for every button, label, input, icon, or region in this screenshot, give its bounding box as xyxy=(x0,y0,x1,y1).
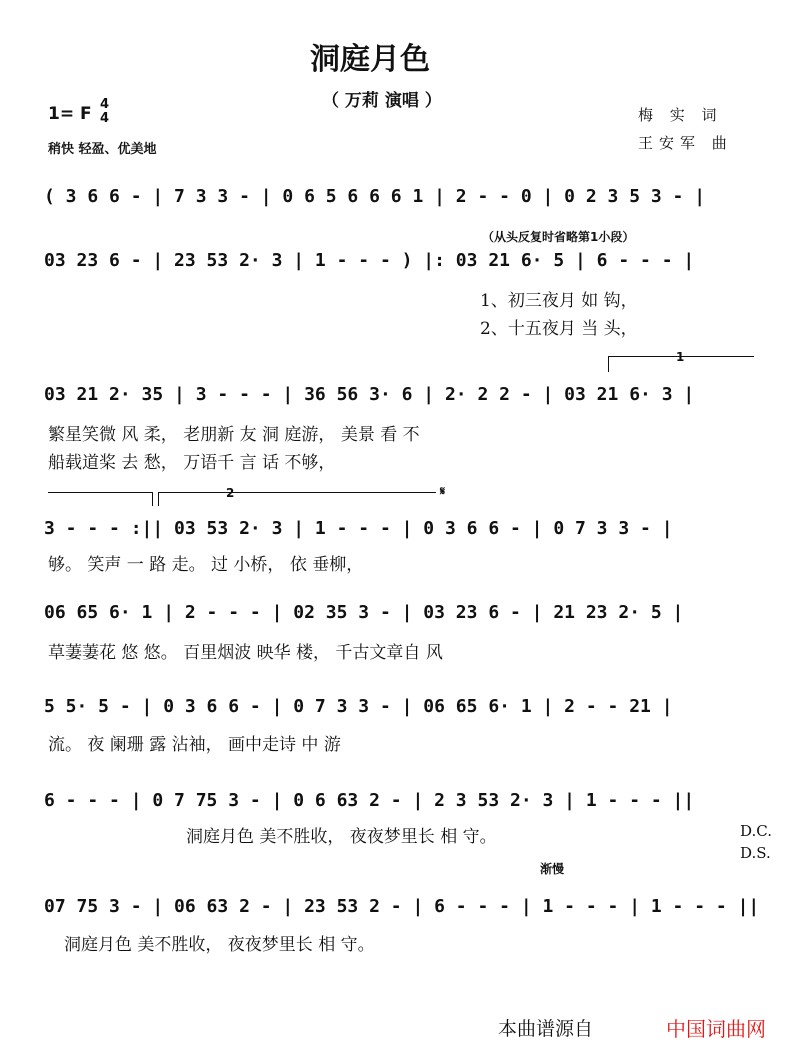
score-row-3: 03 21 2· 35 | 3 - - - | 36 56 3· 6 | 2· 2 2 - | 03 21 6· 3 | xyxy=(44,384,695,405)
page-title: 洞庭月色 xyxy=(310,42,430,77)
score-row-2: 03 23 6 - | 23 53 2· 3 | 1 - - - ) |: 03 21 6· 5 | 6 - - - | xyxy=(44,250,695,271)
dc-marking: D.C. xyxy=(740,822,772,840)
lyric-row-4: 够。 笑声 一 路 走。 过 小桥， 依 垂柳， xyxy=(48,555,364,575)
key-signature: 1= F xyxy=(48,104,92,124)
tempo-marking: 稍快 轻盈、优美地 xyxy=(48,142,157,157)
lyric-row-5: 草萋萋花 悠 悠。 百里烟波 映华 楼， 千古文章自 风 xyxy=(48,643,443,663)
time-bottom: 4 xyxy=(100,111,110,126)
time-top: 4 xyxy=(100,97,110,112)
volta-bracket-2-tick xyxy=(158,492,159,506)
ritardando-marking: 渐慢 xyxy=(540,862,565,876)
lyricist: 梅 实 词 xyxy=(638,106,723,124)
volta-bracket-2 xyxy=(158,492,436,493)
score-row-8: 07 75 3 - | 06 63 2 - | 23 53 2 - | 6 - - - | 1 - - - | 1 - - - || xyxy=(44,896,760,917)
score-row-1: ( 3 6 6 - | 7 3 3 - | 0 6 5 6 6 6 1 | 2 - - 0 | 0 2 3 5 3 - | xyxy=(44,186,706,207)
score-row-7: 6 - - - | 0 7 75 3 - | 0 6 63 2 - | 2 3 53 2· 3 | 1 - - - || xyxy=(44,790,695,811)
lyric-row-6: 流。 夜 阑珊 露 沾袖， 画中走诗 中 游 xyxy=(48,735,341,755)
lyric-row-3-verse-2: 船载道桨 去 愁， 万语千 言 话 不够， xyxy=(48,453,336,473)
score-row-4: 3 - - - :|| 03 53 2· 3 | 1 - - - | 0 3 6 6 - | 0 7 3 3 - | xyxy=(44,518,673,539)
volta-number-1: 1 xyxy=(676,350,685,364)
repeat-note: （从头反复时省略第1小段） xyxy=(482,230,635,244)
composer: 王安军 曲 xyxy=(638,134,733,152)
lyric-row-3-verse-1: 繁星笑微 风 柔， 老朋新 友 洞 庭游， 美景 看 不 xyxy=(48,425,420,445)
volta-number-2: 2 xyxy=(226,486,235,500)
segno-icon: 𝄋 xyxy=(440,484,446,498)
ds-marking: D.S. xyxy=(740,844,771,862)
volta-bracket-1-end xyxy=(48,492,152,493)
lyric-row-8: 洞庭月色 美不胜收， 夜夜梦里长 相 守。 xyxy=(64,935,375,955)
volta-bracket-1-end-tick xyxy=(152,492,153,506)
score-row-6: 5 5· 5 - | 0 3 6 6 - | 0 7 3 3 - | 06 65 6· 1 | 2 - - 21 | xyxy=(44,696,673,717)
lyric-row-7: 洞庭月色 美不胜收， 夜夜梦里长 相 守。 xyxy=(186,827,497,847)
volta-bracket-1-tick xyxy=(608,356,609,372)
source-label: 本曲谱源自 xyxy=(498,1018,594,1040)
time-signature xyxy=(100,98,109,126)
site-link[interactable]: 中国词曲网 xyxy=(666,1017,766,1041)
score-row-5: 06 65 6· 1 | 2 - - - | 02 35 3 - | 03 23 6 - | 21 23 2· 5 | xyxy=(44,602,684,623)
lyric-row-2-verse-2: 2、十五夜月 当 头， xyxy=(480,319,638,339)
lyric-row-2-verse-1: 1、初三夜月 如 钩， xyxy=(480,291,638,311)
subtitle: （ 万莉 演唱 ） xyxy=(322,91,442,111)
